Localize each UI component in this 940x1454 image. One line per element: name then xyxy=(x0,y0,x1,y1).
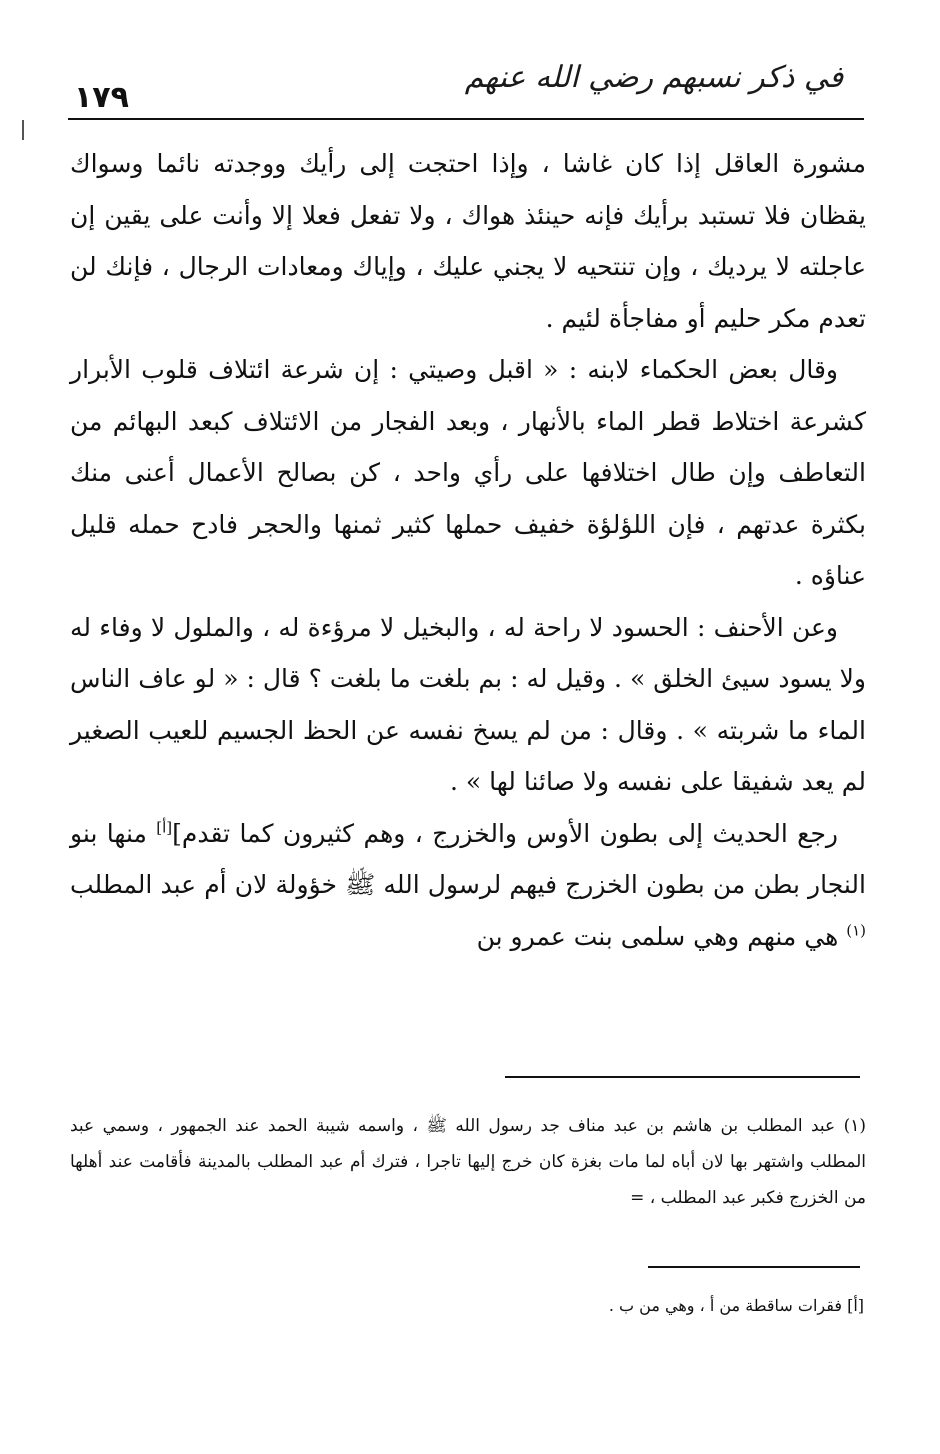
header-rule xyxy=(68,118,864,120)
page-number: ١٧٩ xyxy=(74,80,129,115)
footnote-separator xyxy=(505,1076,860,1078)
paragraph: مشورة العاقل إذا كان غاشا ، وإذا احتجت إلى رأيك ووجدته نائما وسواك يقظان فلا تستبد برأيك فإنه حينئذ هواك ، ولا تفعل فعلا إلا وأنت على يقين إن عاجلته لا يرديك ، وإن تنتحيه لا يجني عليك ، وإياك ومعادات الرجال ، فإنك لن تعدم مكر حليم أو مفاجأة لئيم . xyxy=(70,149,866,333)
paragraph-with-references xyxy=(70,808,866,963)
main-text xyxy=(70,138,866,962)
footnote-reference: (١) xyxy=(846,921,866,940)
paragraph: وعن الأحنف : الحسود لا راحة له ، والبخيل لا مرؤءة له ، والملول لا وفاء له ولا يسود سيئ الخلق » . وقيل له : بم بلغت ما بلغت ؟ قال : « لو عاف الناس الماء ما شربته » . وقال : من لم يسخ نفسه عن الحظ الجسيم للعيب الصغير لم يعد شفيقا على نفسه ولا صائنا لها » . xyxy=(70,612,866,796)
scan-edge-mark xyxy=(22,120,24,140)
footnotes xyxy=(70,1108,866,1216)
paragraph-text: رجع الحديث إلى بطون الأوس والخزرج ، وهم كثيرون كما تقدم] xyxy=(172,818,839,848)
editor-notes xyxy=(364,1294,864,1318)
footnote: (١) عبد المطلب بن هاشم بن عبد مناف جد رسول الله ﷺ ، واسمه شيبة الحمد عند الجمهور ، وسمي عبد المطلب واشتهر بها لان أباه لما مات بغزة كان خرج إليها تاجرا ، فترك أم عبد المطلب بالمدينة فأقامت عند أهلها من الخزرج فكبر عبد المطلب ، = xyxy=(70,1116,866,1208)
editor-note-reference: [أ] xyxy=(156,818,173,837)
editor-note: [أ] فقرات ساقطة من أ ، وهي من ب . xyxy=(608,1296,864,1315)
paragraph-text: منها بنو النجار بطن من بطون الخزرج فيهم لرسول الله ﷺ خؤولة لان أم عبد المطلب xyxy=(70,818,866,899)
paragraph: وقال بعض الحكماء لابنه : « اقبل وصيتي : إن شرعة ائتلاف قلوب الأبرار كشرعة اختلاط قطر الماء بالأنهار ، وبعد الفجار من الائتلاف كبعد البهائم من التعاطف وإن طال اختلافها على رأي واحد ، كن بصالح الأعمال أعنى منك بكثرة عدتهم ، فإن اللؤلؤة خفيف حملها كثير ثمنها والحجر فادح حمله قليل عناؤه . xyxy=(70,355,866,590)
running-title: في ذكر نسبهم رضي الله عنهم xyxy=(464,60,844,95)
editor-note-separator xyxy=(648,1266,860,1268)
paragraph-text: هي منهم وهي سلمى بنت عمرو بن xyxy=(476,921,847,951)
